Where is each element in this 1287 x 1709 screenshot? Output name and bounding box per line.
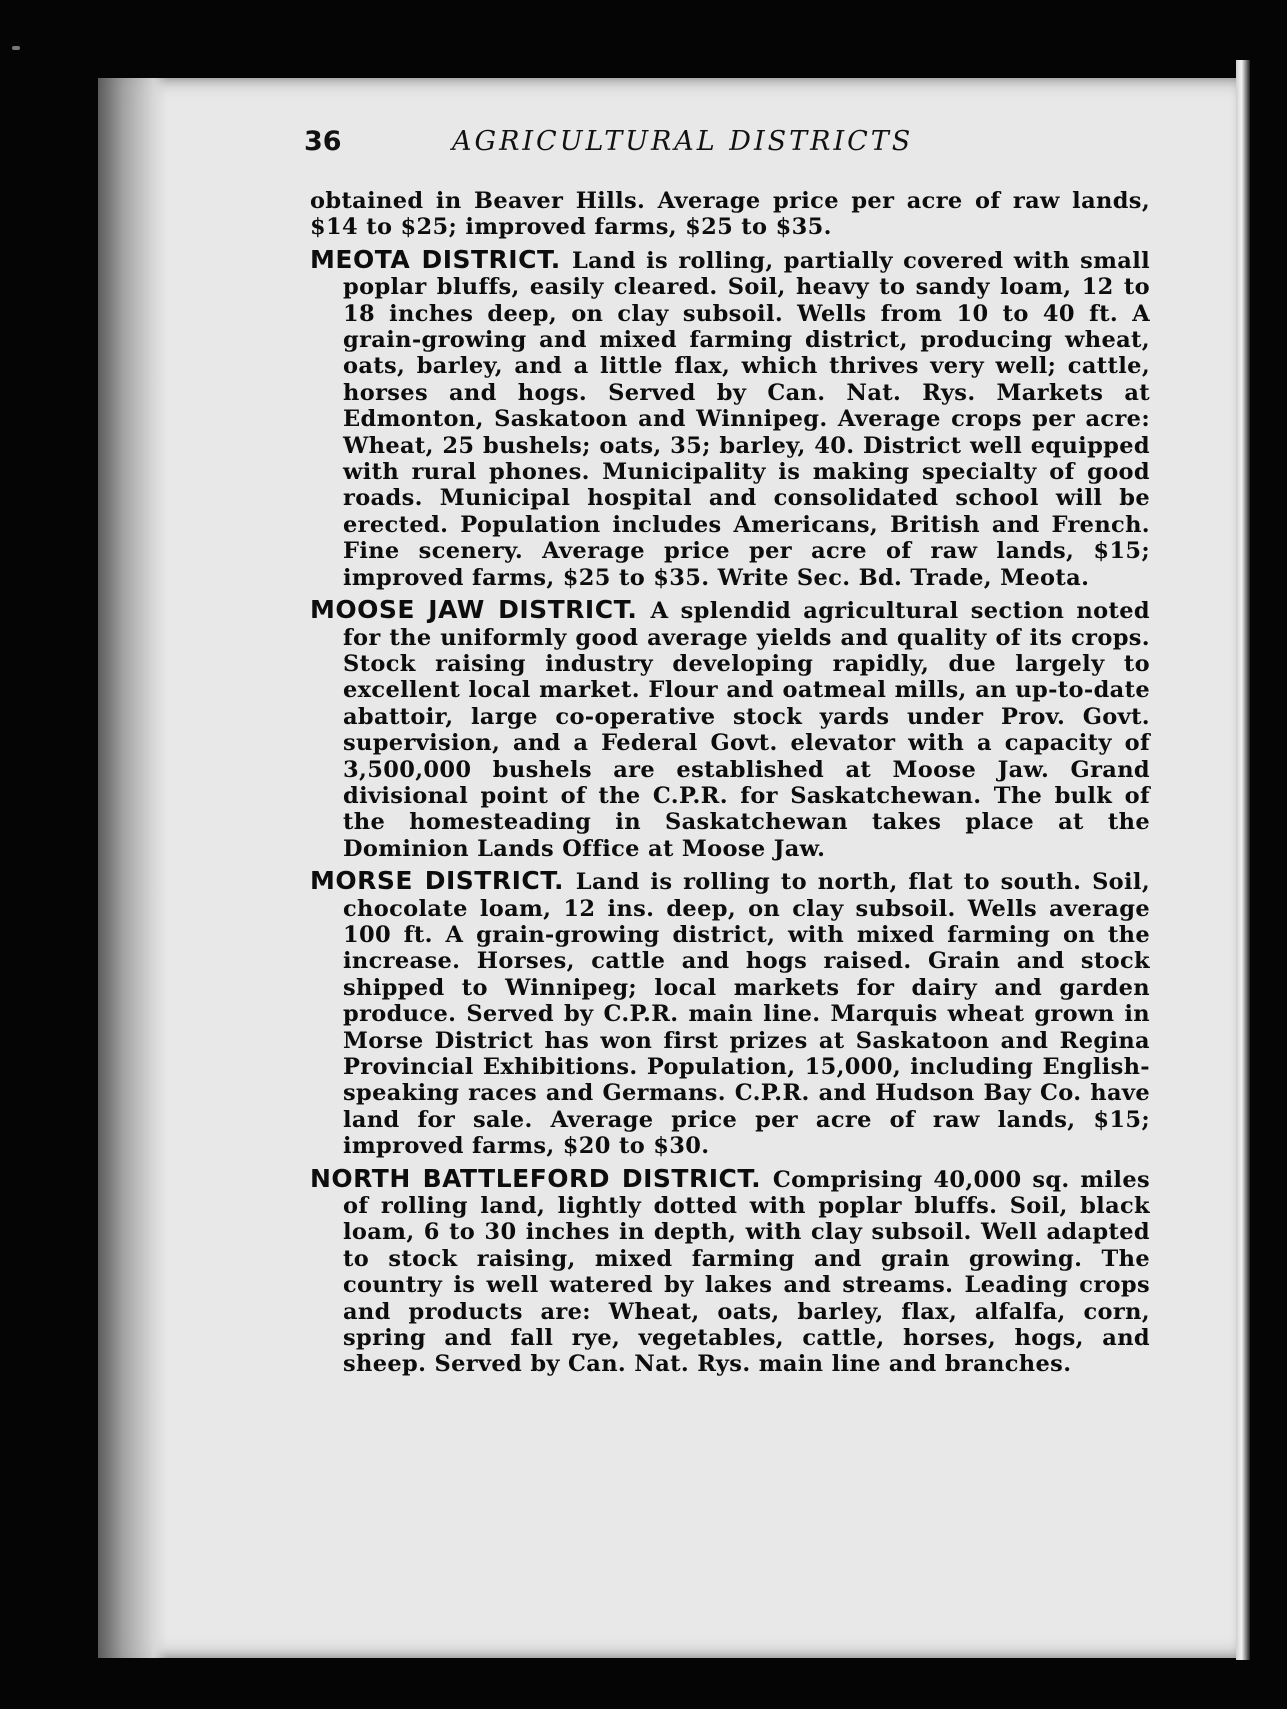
entry-moose-jaw — [310, 597, 1150, 862]
entry-north-battleford — [310, 1163, 1151, 1378]
page-number: 36 — [304, 126, 342, 157]
entry-morse — [310, 868, 1150, 1159]
page-gutter-shadow — [98, 78, 168, 1658]
entry-meota — [310, 244, 1150, 591]
entry-heading: NORTH BATTLEFORD DISTRICT. — [310, 1163, 773, 1193]
continuation-paragraph: obtained in Beaver Hills. Average price per acre of raw lands, $14 to $25; improved farms, $25 to $35. — [310, 188, 1150, 241]
entry-text: Land is rolling, partially covered with small poplar bluffs, easily cleared. Soil, heavy to sandy loam, 12 to 18 inches deep, on clay subsoil. Wells from 10 to 40 ft. A grain-growing and mixed farming district, producing wheat, oats, barley, and a little flax, which thrives very well; cattle, horses and hogs. Served by Can. Nat. Rys. Markets at Edmonton, Saskatoon and Winnipeg. Average crops per acre: Wheat, 25 bushels; oats, 35; barley, 40. District well equipped with rural phones. Municipality is making specialty of good roads. Municipal hospital and consolidated school will be erected. Population includes Americans, British and French. Fine scenery. Average price per acre of raw lands, $15; improved farms, $25 to $35. Write Sec. Bd. Trade, Meota. — [343, 247, 1150, 591]
entry-heading: MORSE DISTRICT. — [310, 866, 576, 896]
entry-text: Comprising 40,000 sq. miles of rolling land, lightly dotted with poplar bluffs. Soil, black loam, 6 to 30 inches in depth, with clay subsoil. Well adapted to stock raising, mixed farming and grain growing. The country is well watered by lakes and streams. Leading crops and products are: Wheat, oats, barley, flax, alfalfa, corn, spring and fall rye, vegetables, cattle, horses, hogs, and sheep. Served by Can. Nat. Rys. main line and branches. — [343, 1166, 1151, 1378]
entry-text: A splendid agricultural section noted for the uniformly good average yields and quality of its crops. Stock raising industry developing rapidly, due largely to excellent local market. Flour and oatmeal mills, an up-to-date abattoir, large co-operative stock yards under Prov. Govt. supervision, and a Federal Govt. elevator with a capacity of 3,500,000 bushels are established at Moose Jaw. Grand divisional point of the C.P.R. for Saskatchewan. The bulk of the homesteading in Saskatchewan takes place at the Dominion Lands Office at Moose Jaw. — [343, 598, 1150, 862]
page-edge — [1236, 60, 1250, 1660]
entry-text: Land is rolling to north, flat to south. Soil, chocolate loam, 12 ins. deep, on clay subsoil. Wells average 100 ft. A grain-growing district, with mixed farming on the increase. Horses, cattle and hogs raised. Grain and stock shipped to Winnipeg; local markets for dairy and garden produce. Served by C.P.R. main line. Marquis wheat grown in Morse District has won first prizes at Saskatoon and Regina Provincial Exhibitions. Population, 15,000, including English-speaking races and Germans. C.P.R. and Hudson Bay Co. have land for sale. Average price per acre of raw lands, $15; improved farms, $20 to $30. — [343, 869, 1151, 1160]
entry-heading: MEOTA DISTRICT. — [310, 244, 572, 274]
entry-heading: MOOSE JAW DISTRICT. — [310, 595, 651, 625]
running-title: AGRICULTURAL DISTRICTS — [452, 126, 914, 157]
page-header — [304, 126, 984, 166]
scan-artifact — [12, 46, 20, 50]
page-body — [310, 188, 1150, 1384]
